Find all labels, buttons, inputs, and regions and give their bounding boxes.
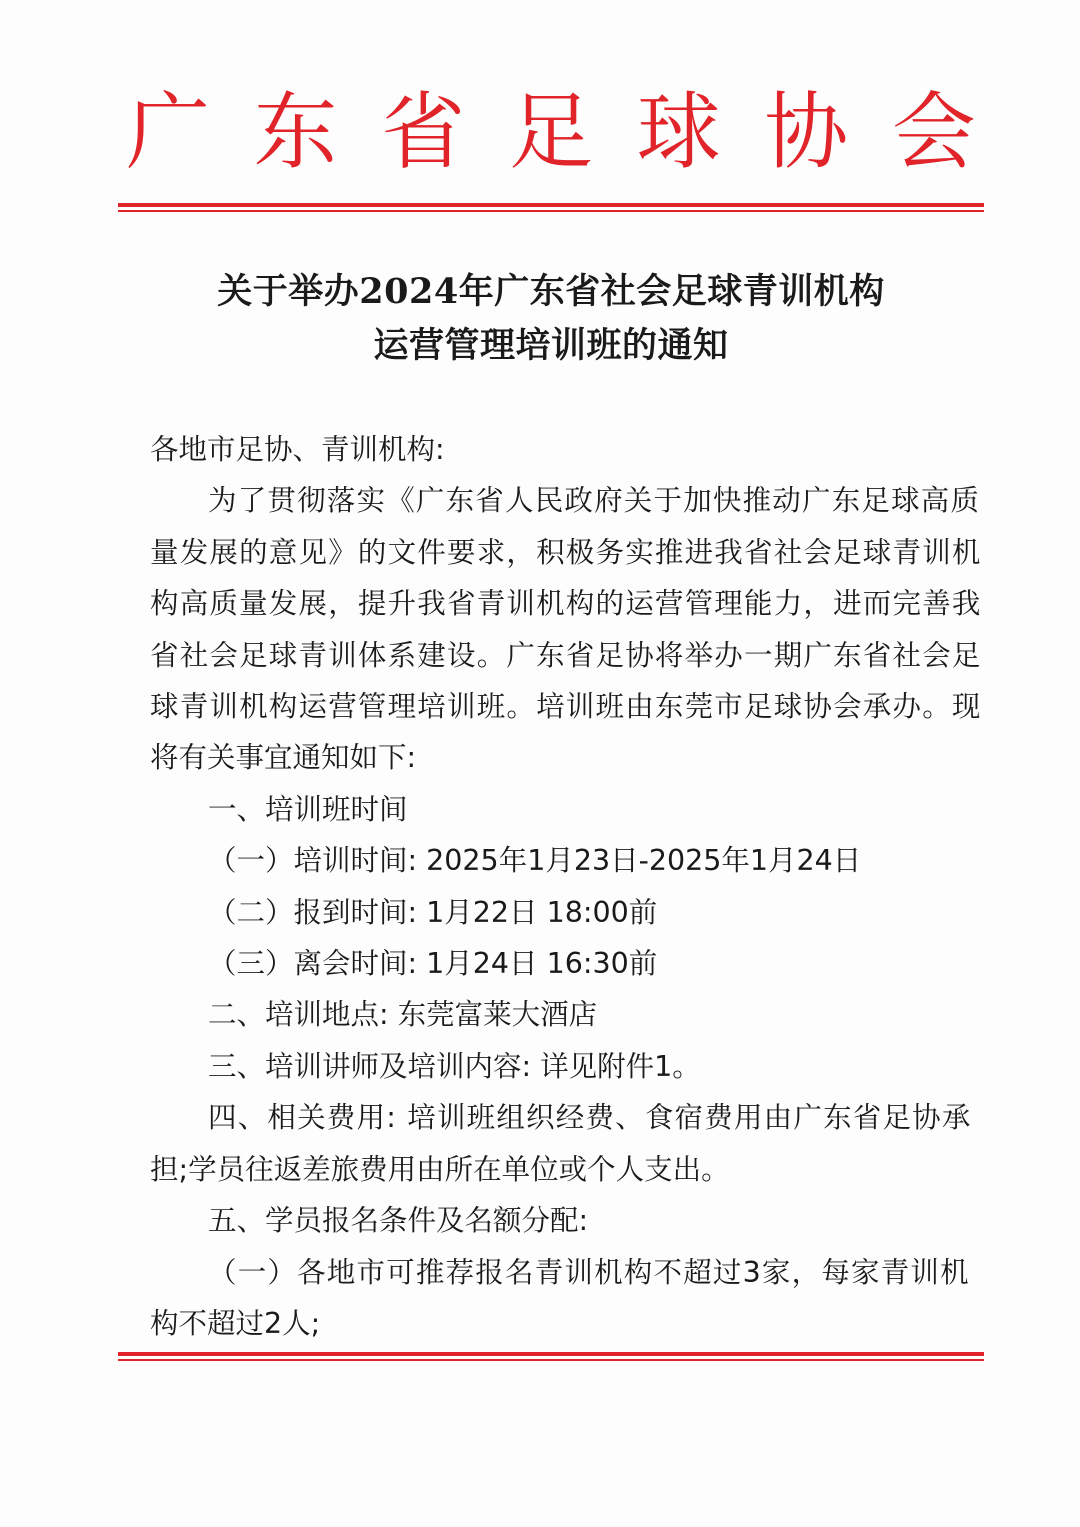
document-title [118,265,984,373]
footer-divider [118,1352,984,1361]
section-heading: 五、学员报名条件及名额分配: [208,1204,589,1238]
section-heading: 二、培训地点: 东莞富莱大酒店 [208,998,598,1032]
section-heading: 三、培训讲师及培训内容: 详见附件1。 [208,1049,701,1083]
salutation: 各地市足协、青训机构: [150,433,445,466]
letterhead-char: 会 [891,83,976,181]
org-letterhead [118,82,984,182]
letterhead-char: 协 [764,83,849,181]
letterhead-char: 广 [125,83,210,181]
section-line: 担;学员往返差旅费用由所在单位或个人支出。 [150,1152,730,1186]
title-line-1: 关于举办2024年广东省社会足球青训机构 [217,271,885,312]
section-item: （三）离会时间: 1月24日 16:30前 [208,947,658,981]
section-item: （一）培训时间: 2025年1月23日-2025年1月24日 [208,844,862,878]
title-line-2: 运营管理培训班的通知 [373,325,729,366]
intro-line: 为了贯彻落实《广东省人民政府关于加快推动广东足球高质 [208,484,981,518]
document-body [150,424,982,1349]
intro-line: 省社会足球青训体系建设。广东省足协将举办一期广东省社会足 [150,638,982,672]
intro-line: 量发展的意见》的文件要求，积极务实推进我省社会足球青训机 [150,535,982,569]
section-line: 四、相关费用: 培训班组织经费、食宿费用由广东省足协承 [208,1101,972,1135]
section-item: （二）报到时间: 1月22日 18:00前 [208,895,658,929]
section-heading: 一、培训班时间 [208,792,408,826]
letterhead-divider [118,203,984,212]
letterhead-char: 省 [381,83,466,181]
letterhead-char: 东 [253,83,338,181]
intro-line: 球青训机构运营管理培训班。培训班由东莞市足球协会承办。现 [150,690,982,724]
letterhead-char: 足 [508,83,593,181]
section-line: （一）各地市可推荐报名青训机构不超过3家，每家青训机 [208,1255,970,1289]
section-line: 构不超过2人; [150,1306,321,1340]
intro-line: 将有关事宜通知如下: [150,741,417,775]
letterhead-char: 球 [636,83,721,181]
intro-line: 构高质量发展，提升我省青训机构的运营管理能力，进而完善我 [150,587,982,621]
